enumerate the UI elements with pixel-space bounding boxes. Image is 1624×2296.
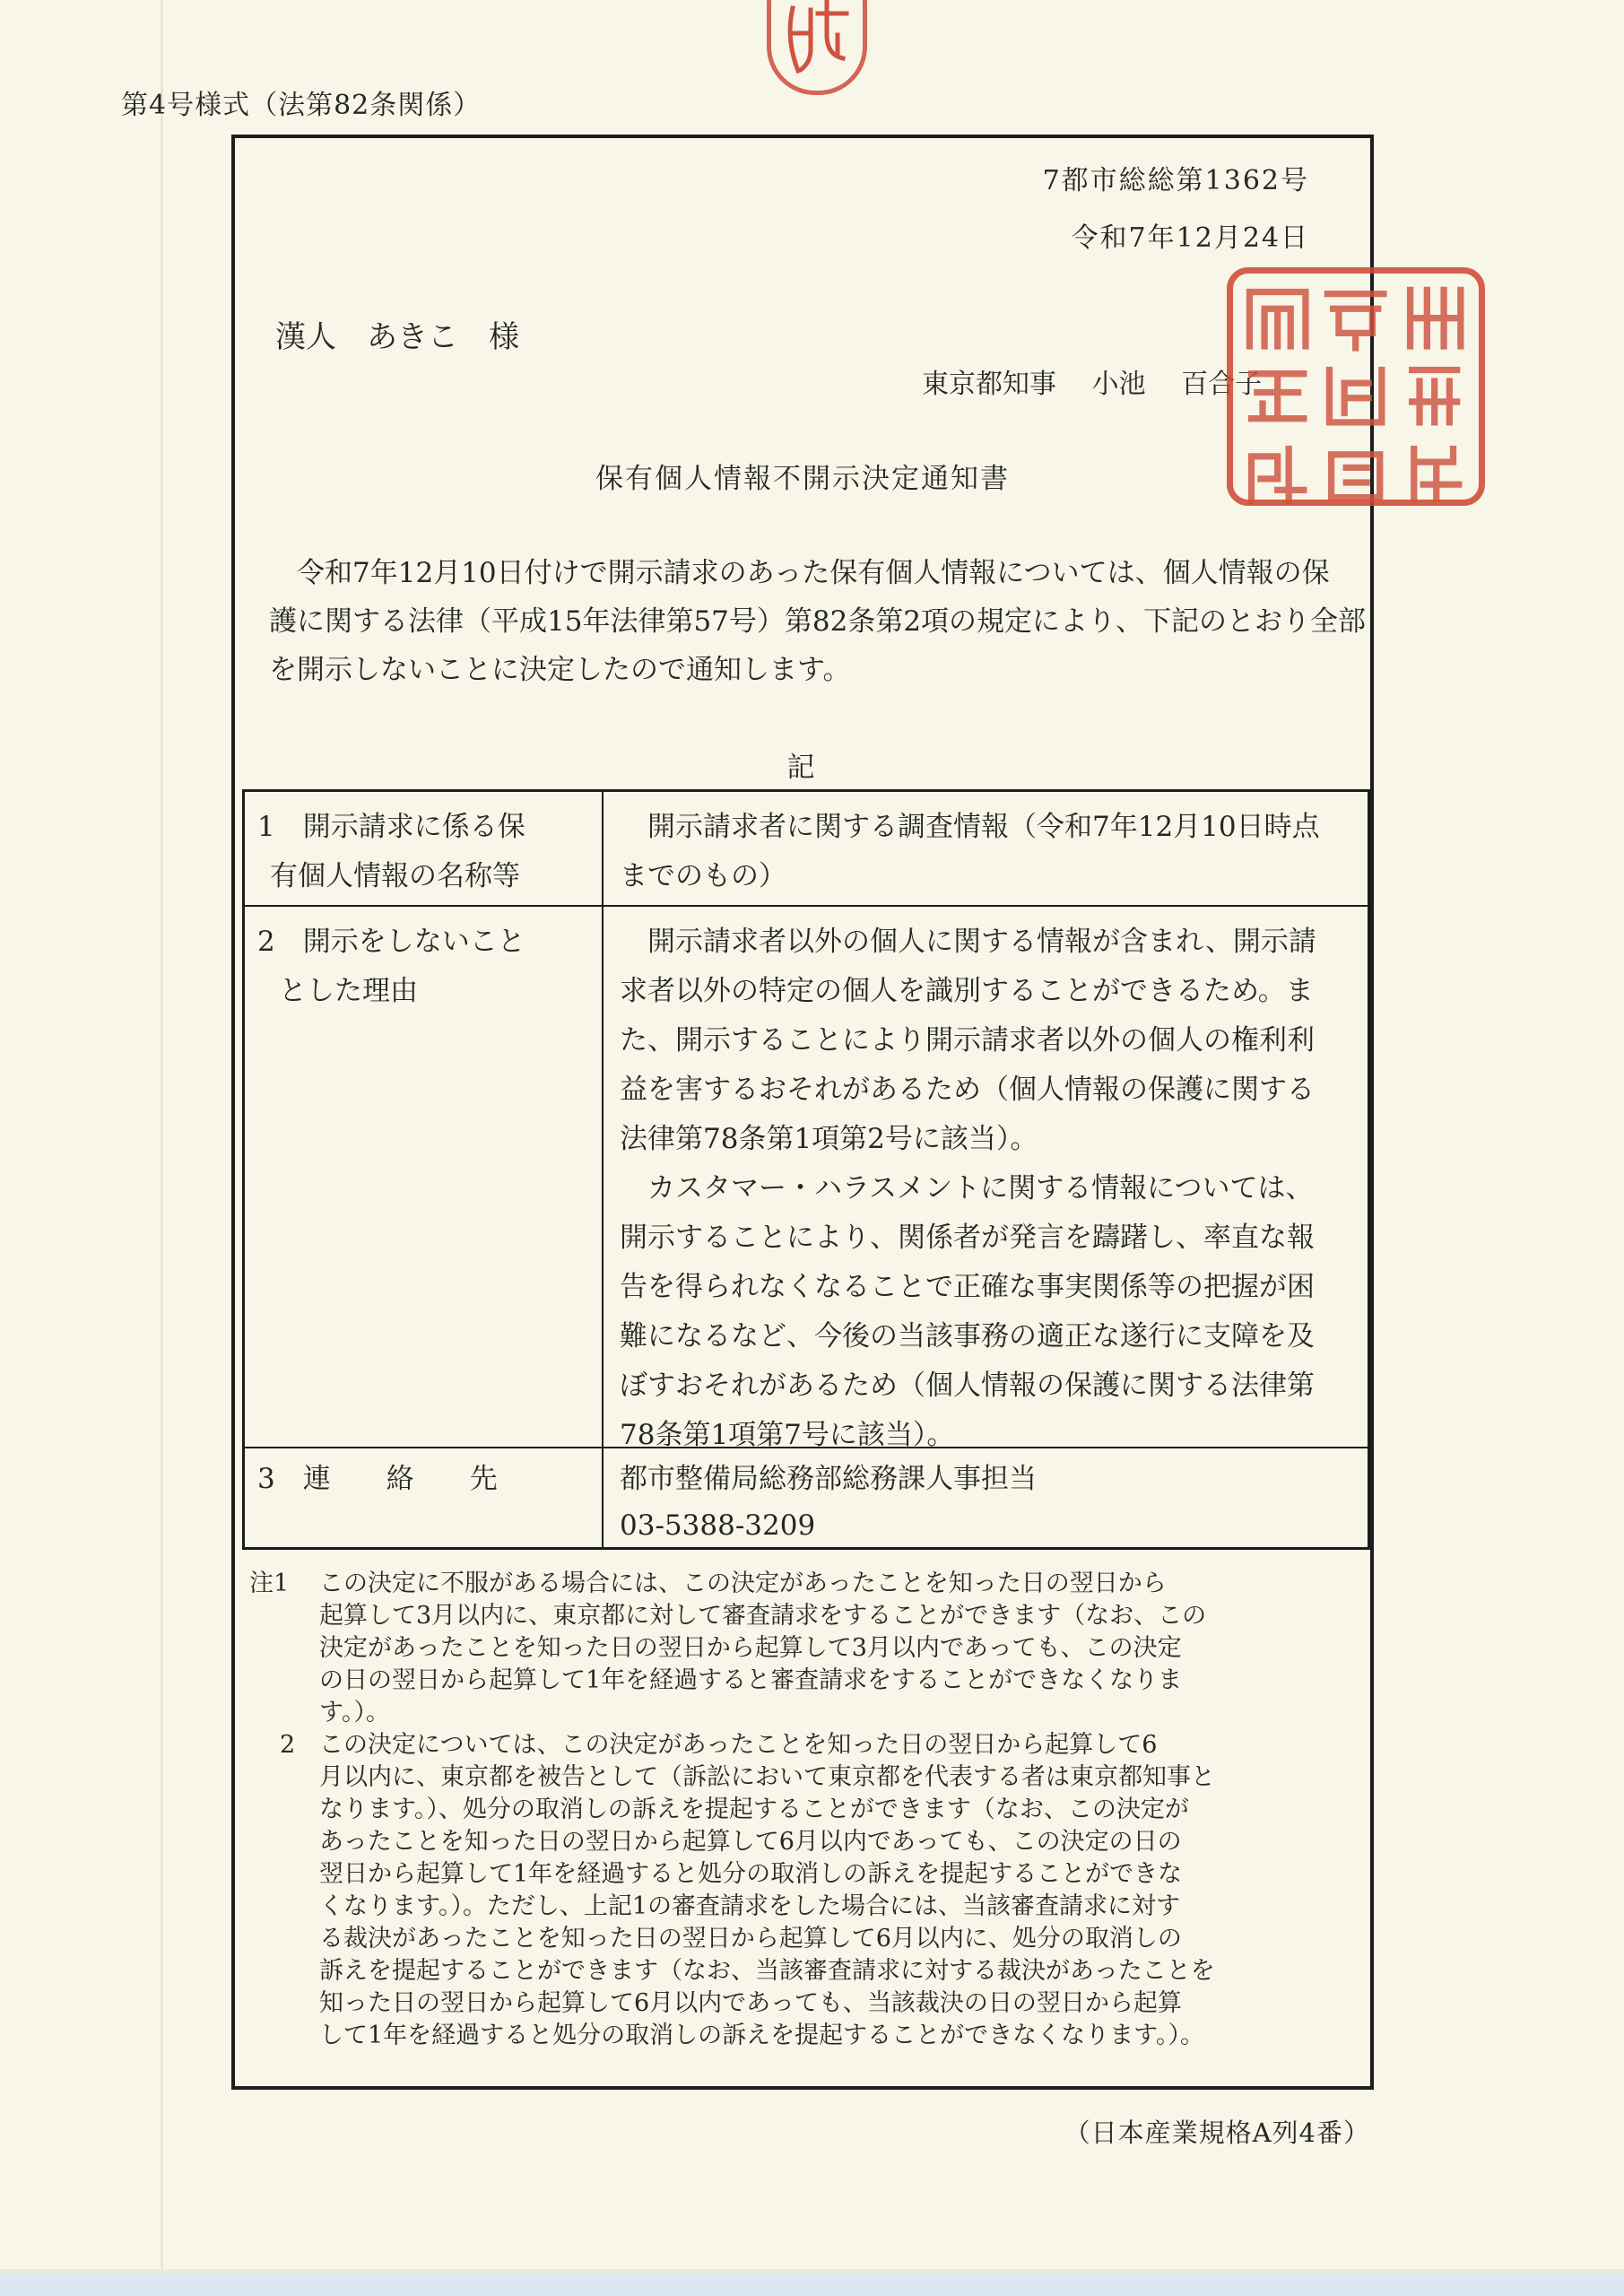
document-date: 令和7年12月24日 bbox=[1071, 222, 1309, 254]
form-number-label: 第4号様式（法第82条関係） bbox=[121, 90, 482, 121]
footnotes bbox=[249, 1568, 1374, 2052]
official-governor-seal bbox=[1227, 267, 1485, 506]
jis-paper-size-label: （日本産業規格A列4番） bbox=[1064, 2118, 1370, 2148]
reason-paragraph-2: カスタマー・ハラスメントに関する情報については、 開示することにより、関係者が発言を躊躇し、率直な報 告を得られなくなることで正確な事実関係等の把握が困 難になるなど、今後の当該事務の適正な遂行に支障を及 ぼすおそれがあるため（個人情報の保護に関する法律第 78条第1項第7号に該当）。 bbox=[620, 1172, 1315, 1451]
note-1-text: この決定に不服がある場合には、この決定があったことを知った日の翌日から 起算して3月以内に、東京都に対して審査請求をすることができます（なお、この 決定があったことを知った日の翌日から起算して3月以内であっても、この決定 の日の翌日から起算して1年を経過すると審査請求をすることができなくなりま す。）。 bbox=[319, 1570, 1207, 1726]
scanner-bed-strip bbox=[0, 2273, 1624, 2296]
seal-glyph bbox=[1318, 438, 1393, 512]
document-title: 保有個人情報不開示決定通知書 bbox=[595, 463, 1010, 495]
seal-glyph bbox=[1318, 281, 1393, 355]
decision-table bbox=[242, 789, 1370, 1550]
document-number: 7都市総総第1362号 bbox=[1042, 165, 1309, 196]
paper-fold-line bbox=[161, 0, 163, 2296]
body-paragraph: 令和7年12月10日付けで開示請求のあった保有個人情報については、個人情報の保 護に関する法律（平成15年法律第57号）第82条第2項の規定により、下記のとおり全部 を開示しないことに決定したので通知します。 bbox=[269, 557, 1367, 686]
small-red-seal bbox=[767, 0, 867, 95]
row3-content: 都市整備局総務部総務課人事担当 03-5388-3209 bbox=[620, 1463, 1037, 1542]
table-row-contact bbox=[245, 1447, 1368, 1547]
row1-heading: 1 開示請求に係る保 有個人情報の名称等 bbox=[245, 792, 604, 905]
note-2-label: 2 bbox=[280, 1731, 296, 1759]
row1-content: 開示請求者に関する調査情報（令和7年12月10日時点 までのもの） bbox=[620, 811, 1320, 892]
row3-heading: 3 連 絡 先 bbox=[245, 1448, 604, 1547]
seal-glyph bbox=[1240, 438, 1315, 512]
table-row-subject bbox=[245, 792, 1368, 905]
seal-glyph bbox=[1240, 359, 1315, 433]
row2-heading: 2 開示をしないこと とした理由 bbox=[245, 907, 604, 1447]
seal-glyph bbox=[1397, 359, 1472, 433]
sender-governor-name: 東京都知事 小池 百合子 bbox=[922, 369, 1263, 400]
note-1 bbox=[249, 1568, 1374, 1729]
ki-heading: 記 bbox=[786, 752, 819, 784]
seal-glyph bbox=[1318, 359, 1393, 433]
seal-glyph-strokes bbox=[771, 0, 863, 91]
row2-content bbox=[604, 907, 1368, 1451]
note-2 bbox=[249, 1729, 1374, 2052]
table-row-reason bbox=[245, 905, 1368, 1451]
reason-paragraph-1: 開示請求者以外の個人に関する情報が含まれ、開示請 求者以外の特定の個人を識別することができるため。ま た、開示することにより開示請求者以外の個人の権利利 益を害するおそれがあるため（個人情報の保護に関する 法律第78条第1項第2号に該当）。 bbox=[620, 926, 1316, 1155]
seal-glyph bbox=[1397, 281, 1472, 355]
addressee-name: 漢人 あきこ 様 bbox=[275, 319, 519, 355]
note-2-text: この決定については、この決定があったことを知った日の翌日から起算して6 月以内に、東京都を被告として（訴訟において東京都を代表する者は東京都知事と なります。）、処分の取消しの訴えを提起することができます（なお、この決定が あったことを知った日の翌日から起算して6月以内であっても、この決定の日の 翌日から起算して1年を経過すると処分の取消しの訴えを提起することができな くなります。）。ただし、上記1の審査請求をした場合には、当該審査請求に対す る裁決があったことを知った日の翌日から起算して6月以内に、処分の取消しの 訴えを提起することができます（なお、当該審査請求に対する裁決があったことを 知った日の翌日から起算して6月以内であっても、当該裁決の日の翌日から起算 して1年を経過すると処分の取消しの訴えを提起することができなくなります。）。 bbox=[319, 1731, 1215, 2049]
seal-glyph bbox=[1397, 438, 1472, 512]
note-1-label: 注1 bbox=[249, 1570, 290, 1597]
seal-glyph bbox=[1240, 281, 1315, 355]
